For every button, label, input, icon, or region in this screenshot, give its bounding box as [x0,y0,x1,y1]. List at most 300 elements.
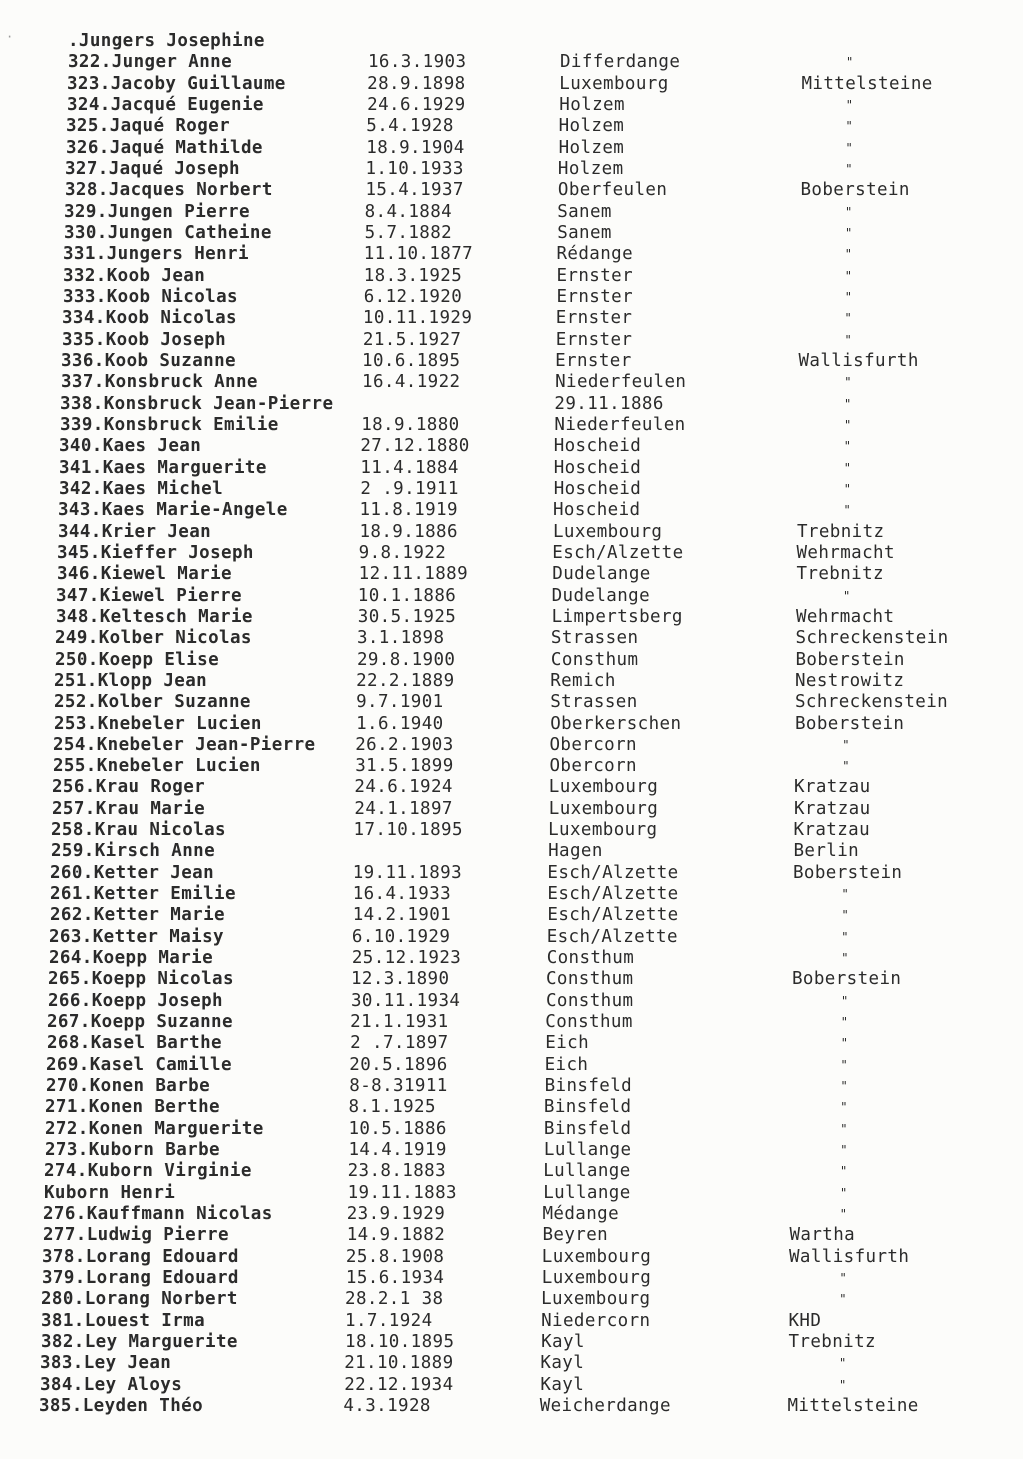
birth-place: Lullange [543,1140,632,1160]
person-name: 339.Konsbruck Emilie [60,415,279,435]
destination: Schreckenstein [795,628,949,648]
table-row [0,1203,1023,1225]
person-name: 338.Konsbruck Jean-Pierre [60,394,334,414]
ditto-mark: " [843,503,852,517]
ditto-mark: " [844,397,852,411]
birth-date: 4.3.1928 [343,1396,431,1416]
table-row [0,883,1023,905]
person-name: 347.Kiewel Pierre [56,586,242,606]
birth-place: Strassen [550,628,639,648]
ditto-mark: " [845,205,853,219]
birth-date: 8.1.1925 [348,1097,436,1117]
person-name: 325.Jaqué Roger [66,116,231,136]
birth-place: Differdange [560,52,681,72]
table-row [0,222,1023,244]
table-row [0,1310,1023,1332]
destination: Kratzau [794,777,871,797]
table-row [0,329,1023,351]
birth-place: Esch/Alzette [547,884,679,904]
birth-date: 14.4.1919 [348,1140,447,1160]
birth-place: Holzem [558,138,625,158]
table-row [0,457,1023,479]
table-row [0,1160,1023,1182]
table-row [0,1246,1023,1268]
person-name: 344.Krier Jean [58,522,212,542]
birth-date: 12.3.1890 [351,969,450,989]
ditto-mark: " [843,461,852,475]
birth-date: 3.1.1898 [356,628,445,648]
person-name: 267.Koepp Suzanne [47,1012,233,1032]
birth-date: 15.6.1934 [345,1268,445,1288]
birth-place: Eich [544,1055,589,1075]
table-row [0,1224,1023,1246]
birth-place: Weicherdange [539,1396,671,1416]
table-row [0,947,1023,969]
destination: Mittelsteine [787,1396,919,1416]
birth-date: 10.11.1929 [362,308,473,328]
table-row [0,563,1023,585]
person-name: 342.Kaes Michel [59,479,224,499]
birth-date: 23.8.1883 [347,1161,447,1181]
person-name: 262.Ketter Marie [50,905,225,925]
table-row [0,1267,1023,1289]
birth-place: Holzem [559,95,625,115]
ditto-mark: " [844,333,853,347]
ditto-mark: " [843,439,852,453]
table-row [0,755,1023,777]
birth-place: Kayl [541,1332,585,1352]
table-row [0,350,1023,372]
birth-place: Obercorn [549,756,637,776]
birth-date: 24.6.1924 [354,777,453,797]
birth-place: Eich [545,1033,590,1053]
birth-date: 10.1.1886 [357,586,457,606]
ditto-mark: " [844,290,853,304]
person-name: 329.Jungen Pierre [64,202,250,222]
birth-date: 18.10.1895 [345,1332,455,1352]
person-name: .Jungers Josephine [68,31,265,51]
person-name: 259.Kirsch Anne [51,841,216,861]
birth-place: Consthum [546,969,634,989]
person-name: 343.Kaes Marie-Angele [58,500,288,520]
ditto-mark: " [840,1186,848,1200]
birth-place: Niederfeulen [554,415,686,435]
ditto-mark: " [841,930,849,944]
ditto-mark: " [843,482,852,496]
table-row [0,1054,1023,1076]
ditto-mark: " [841,994,849,1008]
person-name: 323.Jacoby Guillaume [67,74,286,94]
person-name: 265.Koepp Nicolas [48,969,234,989]
table-row [0,243,1023,265]
table-row [0,1032,1023,1054]
birth-place: Consthum [545,1012,633,1032]
ditto-mark: " [841,951,849,965]
destination: Wartha [789,1225,856,1245]
ditto-mark: " [844,311,853,325]
birth-place: Hoscheid [553,458,642,478]
ditto-mark: " [845,162,853,176]
table-row [0,926,1023,948]
birth-date: 21.5.1927 [362,330,462,350]
birth-date: 11.4.1884 [360,458,459,478]
ditto-mark: " [839,1271,848,1285]
table-row [0,1374,1023,1396]
person-name: 252.Kolber Suzanne [54,692,251,712]
birth-place: Consthum [546,991,634,1011]
person-name: 272.Konen Marguerite [45,1119,264,1139]
birth-date: 16.4.1933 [352,884,452,904]
birth-place: Rédange [556,244,634,264]
birth-place: Luxembourg [541,1247,652,1267]
birth-date: 21.10.1889 [344,1353,454,1373]
person-name: 250.Koepp Elise [55,650,220,670]
birth-date: 18.9.1886 [359,522,458,542]
birth-date: 2 .9.1911 [360,479,459,499]
table-row [0,1139,1023,1161]
person-name: Kuborn Henri [44,1183,176,1203]
destination: Boberstein [795,714,905,734]
birth-place: Luxembourg [548,820,658,840]
table-row [0,798,1023,820]
person-name: 333.Koob Nicolas [63,287,238,307]
ditto-mark: " [844,269,853,283]
birth-date: 12.11.1889 [358,564,468,584]
birth-place: Ernster [556,266,634,286]
person-name: 269.Kasel Camille [46,1055,232,1075]
birth-date: 30.11.1934 [351,991,461,1011]
person-name: 264.Koepp Marie [49,948,214,968]
birth-date: 30.5.1925 [357,607,457,627]
table-row [0,265,1023,287]
person-name: 346.Kiewel Marie [57,564,232,584]
destination: Kratzau [794,799,871,819]
birth-date: 23.9.1929 [346,1204,446,1224]
birth-place: Luxembourg [559,74,669,94]
destination: Berlin [793,841,860,861]
birth-date: 1.7.1924 [345,1311,433,1331]
birth-date: 5.4.1928 [366,116,454,136]
table-row [0,73,1023,95]
birth-place: Luxembourg [553,522,663,542]
ditto-mark: " [840,1164,848,1178]
ditto-mark: " [840,1058,849,1072]
person-name: 268.Kasel Barthe [47,1033,222,1053]
person-name: 260.Ketter Jean [50,863,215,883]
ditto-mark: " [845,226,853,240]
table-row [0,649,1023,671]
table-row [0,691,1023,713]
birth-date: 25.12.1923 [351,948,462,968]
birth-place: Niedercorn [541,1311,651,1331]
birth-date: 8-8.31911 [349,1076,448,1096]
table-row [0,94,1023,116]
person-name: 257.Krau Marie [52,799,206,819]
ditto-mark: " [845,141,854,155]
table-row [0,606,1023,628]
birth-place: Luxembourg [548,777,659,797]
birth-place: Strassen [550,692,638,712]
table-row [0,990,1023,1012]
birth-date: 2 .7.1897 [350,1033,449,1053]
person-name: 251.Klopp Jean [54,671,208,691]
birth-place: Obercorn [549,735,637,755]
table-row [0,1096,1023,1118]
birth-date: 28.2.1 38 [345,1289,444,1309]
person-name: 332.Koob Jean [63,266,206,286]
person-name: 263.Ketter Maisy [49,927,224,947]
birth-place: Dudelange [552,564,651,584]
person-name: 274.Kuborn Virginie [44,1161,252,1181]
destination: Mittelsteine [801,74,933,94]
ditto-mark: " [840,1143,848,1157]
person-name: 385.Leyden Théo [39,1396,204,1416]
destination: Wehrmacht [796,607,895,627]
table-row [0,521,1023,543]
birth-place: Binsfeld [543,1119,632,1139]
birth-date: 9.8.1922 [358,543,447,563]
birth-date: 1.6.1940 [356,714,444,734]
birth-place: Sanem [557,223,612,243]
birth-place: 29.11.1886 [554,394,664,414]
table-row [0,201,1023,223]
ditto-mark: " [839,1292,847,1306]
person-name: 270.Konen Barbe [46,1076,211,1096]
birth-date: 26.2.1903 [355,735,454,755]
table-row [0,1075,1023,1097]
table-row [0,499,1023,521]
table-row [0,1331,1023,1353]
person-name: 276.Kauffmann Nicolas [43,1204,273,1224]
person-name: 337.Konsbruck Anne [61,372,258,392]
table-row [0,542,1023,564]
person-name: 271.Konen Berthe [45,1097,220,1117]
birth-place: Holzem [558,116,625,136]
birth-place: Hagen [548,841,603,861]
birth-place: Binsfeld [544,1076,633,1096]
table-row [0,307,1023,329]
birth-place: Luxembourg [548,799,659,819]
birth-date: 19.11.1893 [352,863,463,883]
table-row [0,51,1023,73]
destination: Wehrmacht [796,543,895,563]
birth-place: Ernster [555,330,633,350]
ditto-mark: " [845,119,854,133]
birth-date: 27.12.1880 [360,436,470,456]
table-row [0,286,1023,308]
birth-date: 1.10.1933 [365,159,464,179]
birth-place: Lullange [543,1183,631,1203]
birth-date: 25.8.1908 [345,1247,445,1267]
birth-place: Médange [542,1204,620,1224]
table-row [0,179,1023,201]
ditto-mark: " [840,1122,848,1136]
birth-place: Sanem [557,202,612,222]
destination: Trebnitz [788,1332,876,1352]
ditto-mark: " [840,1079,849,1093]
birth-date: 24.1.1897 [354,799,453,819]
person-name: 384.Ley Aloys [40,1375,183,1395]
ditto-mark: " [840,1015,849,1029]
table-row [0,968,1023,990]
birth-place: Hoscheid [553,479,642,499]
table-row [0,1182,1023,1204]
destination: Wallisfurth [798,351,919,371]
ditto-mark: " [845,98,854,112]
table-row [0,435,1023,457]
ditto-mark: " [842,759,850,773]
destination: Boberstein [793,863,903,883]
birth-place: Niederfeulen [555,372,687,392]
person-name: 266.Koepp Joseph [48,991,223,1011]
table-row [0,478,1023,500]
birth-date: 9.7.1901 [356,692,444,712]
birth-date: 18.3.1925 [363,266,463,286]
birth-place: Consthum [546,948,635,968]
birth-date: 5.7.1882 [364,223,453,243]
table-row [0,734,1023,756]
table-row [0,819,1023,841]
destination: Trebnitz [796,564,884,584]
birth-date: 29.8.1900 [356,650,456,670]
birth-date: 22.2.1889 [356,671,455,691]
destination: Nestrowitz [795,671,905,691]
birth-place: Ernster [555,351,632,371]
birth-date: 28.9.1898 [367,74,466,94]
birth-date: 6.10.1929 [351,927,451,947]
birth-place: Dudelange [551,586,651,606]
table-row [0,158,1023,180]
person-name: 334.Koob Nicolas [62,308,237,328]
ditto-mark: " [839,1356,847,1370]
table-row [0,137,1023,159]
person-name: 327.Jaqué Joseph [65,159,240,179]
person-name: 324.Jacqué Eugenie [67,95,264,115]
ditto-mark: " [846,55,854,69]
ditto-mark: " [843,589,851,603]
table-row [0,670,1023,692]
table-row [0,371,1023,393]
birth-date: 22.12.1934 [344,1375,454,1395]
destination: Schreckenstein [795,692,949,712]
person-name: 335.Koob Joseph [62,330,227,350]
birth-place: Kayl [540,1375,585,1395]
person-name: 322.Junger Anne [68,52,233,72]
birth-place: Luxembourg [541,1289,651,1309]
destination: Kratzau [793,820,871,840]
birth-place: Ernster [556,287,634,307]
person-name: 379.Lorang Edouard [42,1268,239,1288]
birth-place: Esch/Alzette [547,905,679,925]
ditto-mark: " [844,418,852,432]
ditto-mark: " [839,1207,848,1221]
scan-mark: · [6,30,14,44]
ditto-mark: " [844,375,852,389]
person-name: 331.Jungers Henri [63,244,249,264]
birth-date: 11.8.1919 [359,500,458,520]
person-name: 255.Knebeler Lucien [53,756,261,776]
birth-place: Binsfeld [543,1097,632,1117]
table-row [0,1395,1023,1417]
birth-place: Remich [550,671,616,691]
table-row [0,585,1023,607]
ditto-mark: " [842,738,850,752]
ditto-mark: " [839,1378,847,1392]
person-name: 273.Kuborn Barbe [45,1140,220,1160]
person-name: 345.Kieffer Joseph [57,543,254,563]
table-row [0,776,1023,798]
destination: Trebnitz [797,522,885,542]
birth-place: Esch/Alzette [546,927,678,947]
table-row [0,393,1023,415]
person-name: 341.Kaes Marguerite [59,458,267,478]
ditto-mark: " [840,1100,848,1114]
birth-date: 14.2.1901 [352,905,452,925]
birth-date: 18.9.1880 [361,415,460,435]
table-row [0,1118,1023,1140]
person-name: 256.Krau Roger [52,777,206,797]
birth-date: 15.4.1937 [365,180,464,200]
person-name: 330.Jungen Catheine [64,223,272,243]
person-name: 258.Krau Nicolas [51,820,226,840]
ditto-mark: " [840,1036,849,1050]
ditto-mark: " [841,887,850,901]
table-row [0,1352,1023,1374]
table-row [0,30,1023,52]
person-name: 382.Ley Marguerite [41,1332,238,1352]
birth-date: 31.5.1899 [355,756,454,776]
table-row [0,1011,1023,1033]
birth-date: 10.6.1895 [362,351,461,371]
ditto-mark: " [841,908,850,922]
birth-place: Ernster [555,308,633,328]
destination: Wallisfurth [789,1247,910,1267]
birth-place: Oberkerschen [550,714,682,734]
birth-place: Oberfeulen [557,180,668,200]
birth-place: Hoscheid [553,500,641,520]
birth-date: 24.6.1929 [367,95,466,115]
table-row [0,414,1023,436]
birth-place: Consthum [550,650,639,670]
person-name: 336.Koob Suzanne [61,351,236,371]
birth-place: Hoscheid [553,436,642,456]
birth-date: 8.4.1884 [364,202,453,222]
destination: Boberstein [800,180,910,200]
birth-place: Esch/Alzette [552,543,684,563]
birth-place: Beyren [542,1225,609,1245]
table-row [0,1288,1023,1310]
person-name: 381.Louest Irma [41,1311,206,1331]
person-name: 328.Jacques Norbert [65,180,273,200]
person-name: 326.Jaqué Mathilde [66,138,263,158]
birth-date: 20.5.1896 [349,1055,448,1075]
person-name: 253.Knebeler Lucien [54,714,262,734]
person-name: 249.Kolber Nicolas [55,628,252,648]
birth-date: 16.3.1903 [368,52,467,72]
table-row [0,840,1023,862]
person-name: 378.Lorang Edouard [42,1247,239,1267]
birth-date: 14.9.1882 [346,1225,446,1245]
birth-date: 19.11.1883 [347,1183,457,1203]
birth-date: 18.9.1904 [366,138,465,158]
destination: Boberstein [792,969,902,989]
birth-date: 6.12.1920 [363,287,463,307]
table-row [0,627,1023,649]
birth-date: 17.10.1895 [353,820,463,840]
table-row [0,115,1023,137]
person-name: 261.Ketter Emilie [50,884,236,904]
person-name: 277.Ludwig Pierre [43,1225,229,1245]
